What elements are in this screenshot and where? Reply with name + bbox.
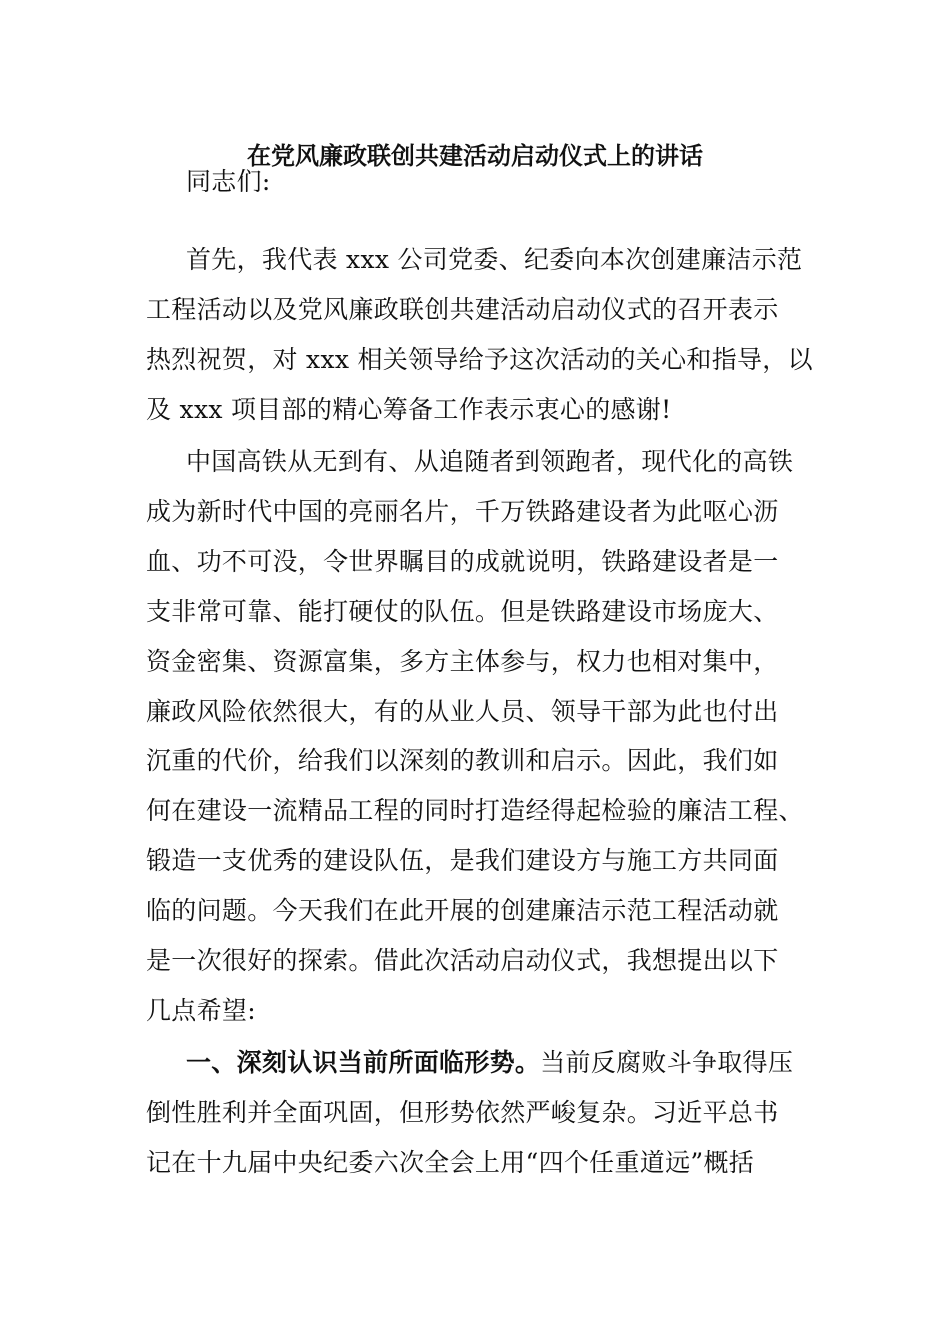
- paragraph-line: 血、功不可没，令世界瞩目的成就说明，铁路建设者是一: [146, 547, 779, 576]
- paragraph-line: 沉重的代价，给我们以深刻的教训和启示。因此，我们如: [146, 746, 779, 775]
- paragraph-line: 临的问题。今天我们在此开展的创建廉洁示范工程活动就: [146, 896, 779, 925]
- paragraph-line: 中国高铁从无到有、从追随者到领跑者，现代化的高铁: [186, 447, 794, 476]
- paragraph-line: 及 xxx 项目部的精心筹备工作表示衷心的感谢!: [146, 395, 672, 424]
- section-heading-line: [186, 1038, 793, 1088]
- section-heading-rest: 当前反腐败斗争取得压: [540, 1048, 794, 1077]
- paragraph-line: 首先，我代表 xxx 公司党委、纪委向本次创建廉洁示范: [186, 245, 803, 274]
- paragraph-line: 资金密集、资源富集，多方主体参与，权力也相对集中，: [146, 647, 779, 676]
- paragraph-line: 支非常可靠、能打硬仗的队伍。但是铁路建设市场庞大、: [146, 597, 779, 626]
- paragraph-line: 锻造一支优秀的建设队伍，是我们建设方与施工方共同面: [146, 846, 779, 875]
- paragraph-line: 成为新时代中国的亮丽名片，千万铁路建设者为此呕心沥: [146, 497, 779, 526]
- paragraph-line: 是一次很好的探索。借此次活动启动仪式，我想提出以下: [146, 946, 779, 975]
- greeting: 同志们:: [186, 167, 271, 196]
- paragraph-line: 廉政风险依然很大，有的从业人员、领导干部为此也付出: [146, 697, 779, 726]
- section-heading: 一、深刻认识当前所面临形势。: [186, 1048, 541, 1077]
- document-title: 在党风廉政联创共建活动启动仪式上的讲话: [247, 141, 703, 170]
- paragraph-line: 工程活动以及党风廉政联创共建活动启动仪式的召开表示: [146, 295, 779, 324]
- paragraph-line: 几点希望:: [146, 996, 256, 1025]
- paragraph-line: 热烈祝贺，对 xxx 相关领导给予这次活动的关心和指导，以: [146, 345, 813, 374]
- paragraph-line: 记在十九届中央纪委六次全会上用“四个任重道远”概括: [146, 1148, 755, 1177]
- paragraph-line: 倒性胜利并全面巩固，但形势依然严峻复杂。习近平总书: [146, 1098, 779, 1127]
- paragraph-line: 何在建设一流精品工程的同时打造经得起检验的廉洁工程、: [146, 796, 804, 825]
